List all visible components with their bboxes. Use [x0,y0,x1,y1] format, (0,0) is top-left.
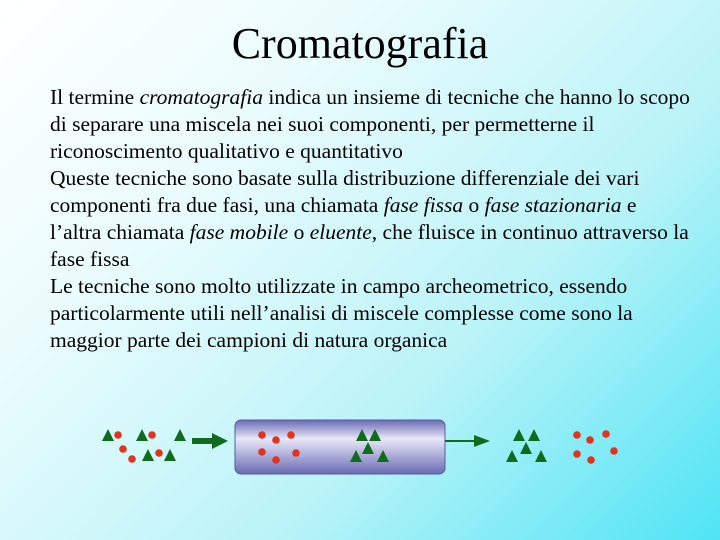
red-circle-icon [258,431,266,439]
red-circle-icon [128,455,136,463]
green-triangle-icon [520,442,532,454]
red-circle-icon [258,448,266,456]
separated-red-group [573,430,618,464]
red-circle-icon [148,431,156,439]
red-circle-icon [287,431,295,439]
red-circle-icon [602,430,610,438]
text-run-italic: fase fissa [383,193,464,217]
green-triangle-icon [513,429,525,441]
red-circle-icon [119,445,127,453]
text-run: , che fluisce in continuo attraverso la fase fissa [50,220,689,271]
red-circle-icon [292,449,300,457]
red-circle-icon [272,436,280,444]
separated-green-group [506,429,547,462]
paragraph-1 [50,84,690,165]
green-triangle-icon [535,450,547,462]
red-circle-icon [114,431,122,439]
text-run-italic: cromatografia [139,85,263,109]
red-circle-icon [573,450,581,458]
green-triangle-icon [506,450,518,462]
green-triangle-icon [142,449,154,461]
text-run-italic: fase stazionaria [484,193,622,217]
green-triangle-icon [102,429,114,441]
red-circle-icon [586,436,594,444]
paragraph-3 [50,273,690,354]
slide-title: Cromatografia [231,19,489,68]
text-run: Queste tecniche sono basate sulla distribuzione differenziale dei vari componenti fra due fasi, una chiamata [50,166,640,217]
mixture-group [102,429,186,463]
text-run: e l’altra chiamata [50,193,637,244]
arrow-right-icon [445,435,490,447]
arrow-right-icon [192,433,228,449]
text-run: Il termine [50,85,140,109]
red-circle-icon [272,456,280,464]
text-run: o [288,220,310,244]
text-run: indica un insieme di tecniche che hanno lo scopo di separare una miscela nei suoi componenti, per permetterne il riconoscimento qualitativo e quantitativo [50,85,690,163]
red-circle-icon [610,447,618,455]
text-run-italic: eluente [309,220,372,244]
column-tube-icon [235,420,445,474]
chromatography-diagram [0,408,720,478]
red-circle-icon [587,456,595,464]
green-triangle-icon [136,429,148,441]
text-run: o [463,193,485,217]
text-run: Le tecniche sono molto utilizzate in campo archeometrico, essendo particolarmente utili nell’analisi di miscele complesse come sono la maggior parte dei campioni di natura organica [50,274,633,352]
red-circle-icon [155,449,163,457]
slide-body [50,84,690,354]
green-triangle-icon [164,449,176,461]
green-triangle-icon [528,429,540,441]
text-run-italic: fase mobile [189,220,289,244]
red-circle-icon [573,431,581,439]
green-triangle-icon [174,429,186,441]
paragraph-2 [50,165,690,273]
